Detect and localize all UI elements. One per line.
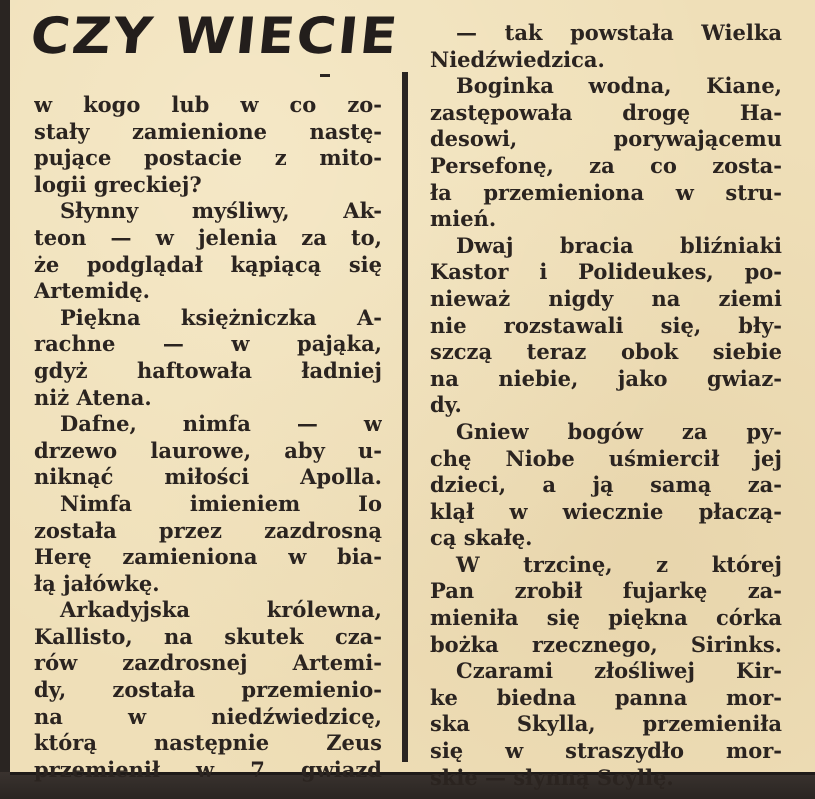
text-line: stały zamienione nastę- xyxy=(34,118,382,144)
text-line: ska Skylla, przemieniła xyxy=(430,711,782,737)
headline: CZY WIECIE xyxy=(27,7,402,65)
text-line: ke biedna panna mor- xyxy=(430,684,782,710)
text-line: dzieci, a ją samą za- xyxy=(430,472,782,498)
text-line: Gniew bogów za py- xyxy=(456,418,782,444)
decorative-dash xyxy=(320,74,330,77)
text-line: Słynny myśliwy, Ak- xyxy=(60,198,382,224)
left-column xyxy=(34,92,382,783)
text-line: chę Niobe uśmiercił jej xyxy=(430,445,782,471)
text-line: Boginka wodna, Kiane, xyxy=(456,73,782,99)
text-line: szczą teraz obok siebie xyxy=(430,339,782,365)
right-column xyxy=(430,20,782,791)
text-line: dy. xyxy=(430,392,462,418)
text-line: się w straszydło mor- xyxy=(430,738,782,764)
text-line: zastępowała drogę Ha- xyxy=(430,99,782,125)
text-line: Artemidę. xyxy=(34,278,150,304)
text-line: którą następnie Zeus xyxy=(34,730,382,756)
text-line: Czarami złośliwej Kir- xyxy=(456,658,782,684)
text-line: nieważ nigdy na ziemi xyxy=(430,285,782,311)
text-line: na w niedźwiedzicę, xyxy=(34,703,382,729)
text-line: Kastor i Polideukes, po- xyxy=(430,259,782,285)
text-line: Persefonę, za co zosta- xyxy=(430,152,782,178)
text-line: Pan zrobił fujarkę za- xyxy=(430,578,782,604)
text-line: na niebie, jako gwiaz- xyxy=(430,365,782,391)
text-line: Niedźwiedzica. xyxy=(430,46,605,72)
text-line: W trzcinę, z której xyxy=(456,551,782,577)
column-divider-rule xyxy=(402,72,408,762)
text-line: Herę zamieniona w bia- xyxy=(34,544,382,570)
text-line: cą skałę. xyxy=(430,525,533,551)
text-line: nie rozstawali się, bły- xyxy=(430,312,782,338)
text-line: bożka rzecznego, Sirinks. xyxy=(430,631,782,657)
text-line: niknąć miłości Apolla. xyxy=(34,464,382,490)
text-line: została przez zazdrosną xyxy=(34,517,382,543)
text-line: Dwaj bracia bliźniaki xyxy=(456,232,782,258)
text-line: rachne — w pająka, xyxy=(34,331,382,357)
text-line: łą jałówkę. xyxy=(34,570,160,596)
text-line: niż Atena. xyxy=(34,384,152,410)
text-line: rów zazdrosnej Artemi- xyxy=(34,650,382,676)
text-line: logii greckiej? xyxy=(34,171,202,197)
text-line: pujące postacie z mito- xyxy=(34,145,382,171)
text-line: teon — w jelenia za to, xyxy=(34,224,382,250)
text-line: mień. xyxy=(430,206,497,232)
text-line: Piękna księżniczka A- xyxy=(60,304,382,330)
text-line: drzewo laurowe, aby u- xyxy=(34,437,382,463)
left-border-rule xyxy=(0,0,10,772)
text-line: Dafne, nimfa — w xyxy=(60,411,382,437)
text-line: Nimfa imieniem Io xyxy=(60,490,382,516)
text-line: ła przemieniona w stru- xyxy=(430,179,782,205)
text-line: skie — słynną Scyllę. xyxy=(430,764,674,790)
text-line: desowi, porywającemu xyxy=(430,126,782,152)
text-line: w kogo lub w co zo- xyxy=(34,92,382,117)
text-line: dy, została przemienio- xyxy=(34,677,382,703)
text-line: gdyż haftowała ładniej xyxy=(34,357,382,383)
text-line: — tak powstała Wielka xyxy=(456,20,782,45)
text-line: mieniła się piękna córka xyxy=(430,605,782,631)
text-line: Arkadyjska królewna, xyxy=(60,597,382,623)
text-line: Kallisto, na skutek cza- xyxy=(34,623,382,649)
text-line: że podglądał kąpiącą się xyxy=(34,251,382,277)
text-line: klął w wiecznie płaczą- xyxy=(430,498,782,524)
text-line: przemienił w 7 gwiazd xyxy=(34,756,382,782)
